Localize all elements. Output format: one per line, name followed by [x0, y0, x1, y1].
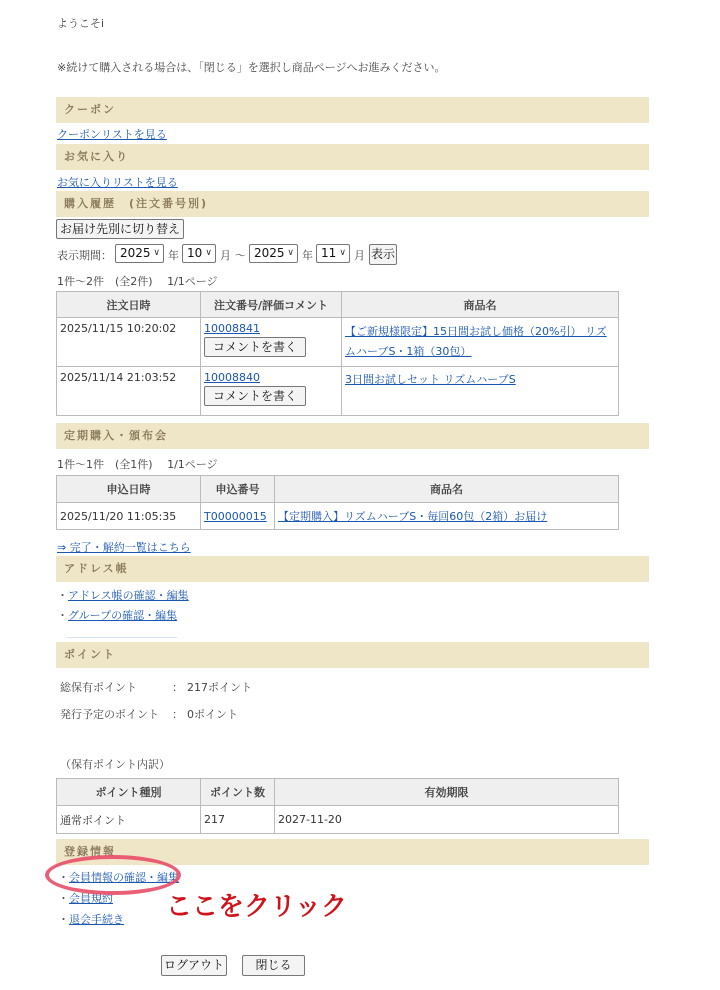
write-comment-button[interactable]: コメントを書く	[204, 386, 306, 406]
divider	[67, 637, 177, 638]
favorites-list-link[interactable]: お気に入りリストを見る	[57, 176, 178, 189]
pending-points-label: 発行予定のポイント	[60, 708, 159, 721]
colon: ：	[172, 681, 183, 694]
address-book-link[interactable]: アドレス帳の確認・編集	[68, 589, 189, 602]
favorites-section-header: お気に入り	[56, 144, 649, 170]
application-date: 2025/11/20 11:05:35	[57, 503, 201, 530]
group-edit-link[interactable]: グループの確認・編集	[68, 609, 178, 622]
order-number-link[interactable]: 10008841	[204, 322, 260, 335]
group-link-row	[57, 607, 177, 623]
subscription-table	[56, 475, 619, 530]
show-button[interactable]: 表示	[369, 244, 397, 265]
column-header: ポイント数	[201, 779, 275, 806]
product-cell	[342, 318, 619, 367]
coupon-list-link[interactable]: クーポンリストを見る	[57, 128, 167, 141]
subscription-product-link[interactable]: 【定期購入】リズムハーブS・毎回60包（2箱）お届け	[278, 510, 548, 523]
bullet: ・	[58, 892, 69, 905]
from-year-select[interactable]	[115, 244, 164, 263]
order-cell	[201, 367, 342, 416]
point-expiry: 2027-11-20	[275, 806, 619, 834]
continue-notice: ※続けて購入される場合は、「閉じる」を選択し商品ページへお進みください。	[57, 61, 446, 74]
point-type: 通常ポイント	[57, 806, 201, 834]
column-header: 注文日時	[57, 292, 201, 318]
application-number-cell	[201, 503, 275, 530]
history-count: 1件〜2件 (全2件) 1/1ページ	[57, 275, 218, 288]
order-date: 2025/11/14 21:03:52	[57, 367, 201, 416]
to-year-value: 2025	[254, 246, 285, 260]
point-amount: 217	[201, 806, 275, 834]
column-header: 注文番号/評価コメント	[201, 292, 342, 318]
range-separator: 〜	[235, 249, 246, 262]
switch-delivery-button[interactable]: お届け先別に切り替え	[56, 219, 184, 239]
column-header: 商品名	[275, 476, 619, 503]
to-year-select[interactable]	[249, 244, 298, 263]
colon: ：	[172, 708, 183, 721]
application-number-link[interactable]: T00000015	[204, 509, 267, 523]
coupon-section-header: クーポン	[56, 97, 649, 123]
write-comment-button[interactable]: コメントを書く	[204, 337, 306, 357]
address-section-header: アドレス帳	[56, 556, 649, 582]
subscription-section-header: 定期購入・頒布会	[56, 423, 649, 449]
total-points-value: 217ポイント	[187, 681, 252, 694]
highlight-oval	[45, 855, 181, 895]
product-link[interactable]: 【ご新規様限定】15日間お試し価格（20%引） リズムハーブS・1箱（30包）	[345, 325, 607, 358]
column-header: 申込番号	[201, 476, 275, 503]
column-header: 有効期限	[275, 779, 619, 806]
column-header: 商品名	[342, 292, 619, 318]
order-number-link[interactable]: 10008840	[204, 371, 260, 384]
chevron-down-icon: ∨	[153, 248, 160, 258]
table-row	[57, 806, 619, 834]
address-link-row	[57, 587, 189, 603]
history-table	[56, 291, 619, 416]
chevron-down-icon: ∨	[339, 248, 346, 258]
from-month-value: 10	[187, 246, 203, 260]
to-month-select[interactable]	[316, 244, 350, 263]
welcome-text: ようこそi	[57, 17, 105, 30]
member-terms-link[interactable]: 会員規約	[69, 892, 113, 905]
bullet: ・	[58, 913, 69, 926]
period-label: 表示期間：	[57, 249, 112, 262]
chevron-down-icon: ∨	[205, 248, 212, 258]
close-button[interactable]: 閉じる	[242, 955, 305, 976]
product-cell	[342, 367, 619, 416]
to-month-unit-label: 月	[354, 249, 365, 262]
table-row	[57, 367, 619, 416]
column-header: 申込日時	[57, 476, 201, 503]
bullet: ・	[58, 871, 69, 884]
history-section-header: 購入履歴 (注文番号別)	[56, 191, 649, 217]
points-section-header: ポイント	[56, 642, 649, 668]
to-year-unit-label: 年	[302, 249, 313, 262]
month-unit-label: 月	[220, 249, 231, 262]
year-unit-label: 年	[168, 249, 179, 262]
chevron-down-icon: ∨	[287, 248, 294, 258]
total-points-label: 総保有ポイント	[60, 681, 137, 694]
points-breakdown-label: （保有ポイント内訳）	[60, 758, 170, 771]
complete-cancel-list-link[interactable]: ⇒ 完了・解約一覧はこちら	[57, 541, 191, 554]
order-date: 2025/11/15 10:20:02	[57, 318, 201, 367]
product-link[interactable]: 3日間お試しセット リズムハーブS	[345, 373, 516, 386]
subscription-product-cell	[275, 503, 619, 530]
member-info-edit-link[interactable]: 会員情報の確認・編集	[69, 871, 179, 884]
withdraw-row	[58, 911, 124, 927]
from-month-select[interactable]	[182, 244, 216, 263]
order-cell	[201, 318, 342, 367]
table-row	[57, 318, 619, 367]
withdraw-link[interactable]: 退会手続き	[69, 913, 124, 926]
from-year-value: 2025	[120, 246, 151, 260]
points-table	[56, 778, 619, 834]
bullet: ・	[57, 589, 68, 602]
bullet: ・	[57, 609, 68, 622]
logout-button[interactable]: ログアウト	[161, 955, 227, 976]
to-month-value: 11	[321, 246, 337, 260]
registration-section-header: 登録情報	[56, 839, 649, 865]
column-header: ポイント種別	[57, 779, 201, 806]
pending-points-value: 0ポイント	[187, 708, 238, 721]
subscription-count: 1件〜1件 (全1件) 1/1ページ	[57, 458, 218, 471]
click-here-annotation: ここをクリック	[166, 892, 347, 922]
table-row	[57, 503, 619, 530]
